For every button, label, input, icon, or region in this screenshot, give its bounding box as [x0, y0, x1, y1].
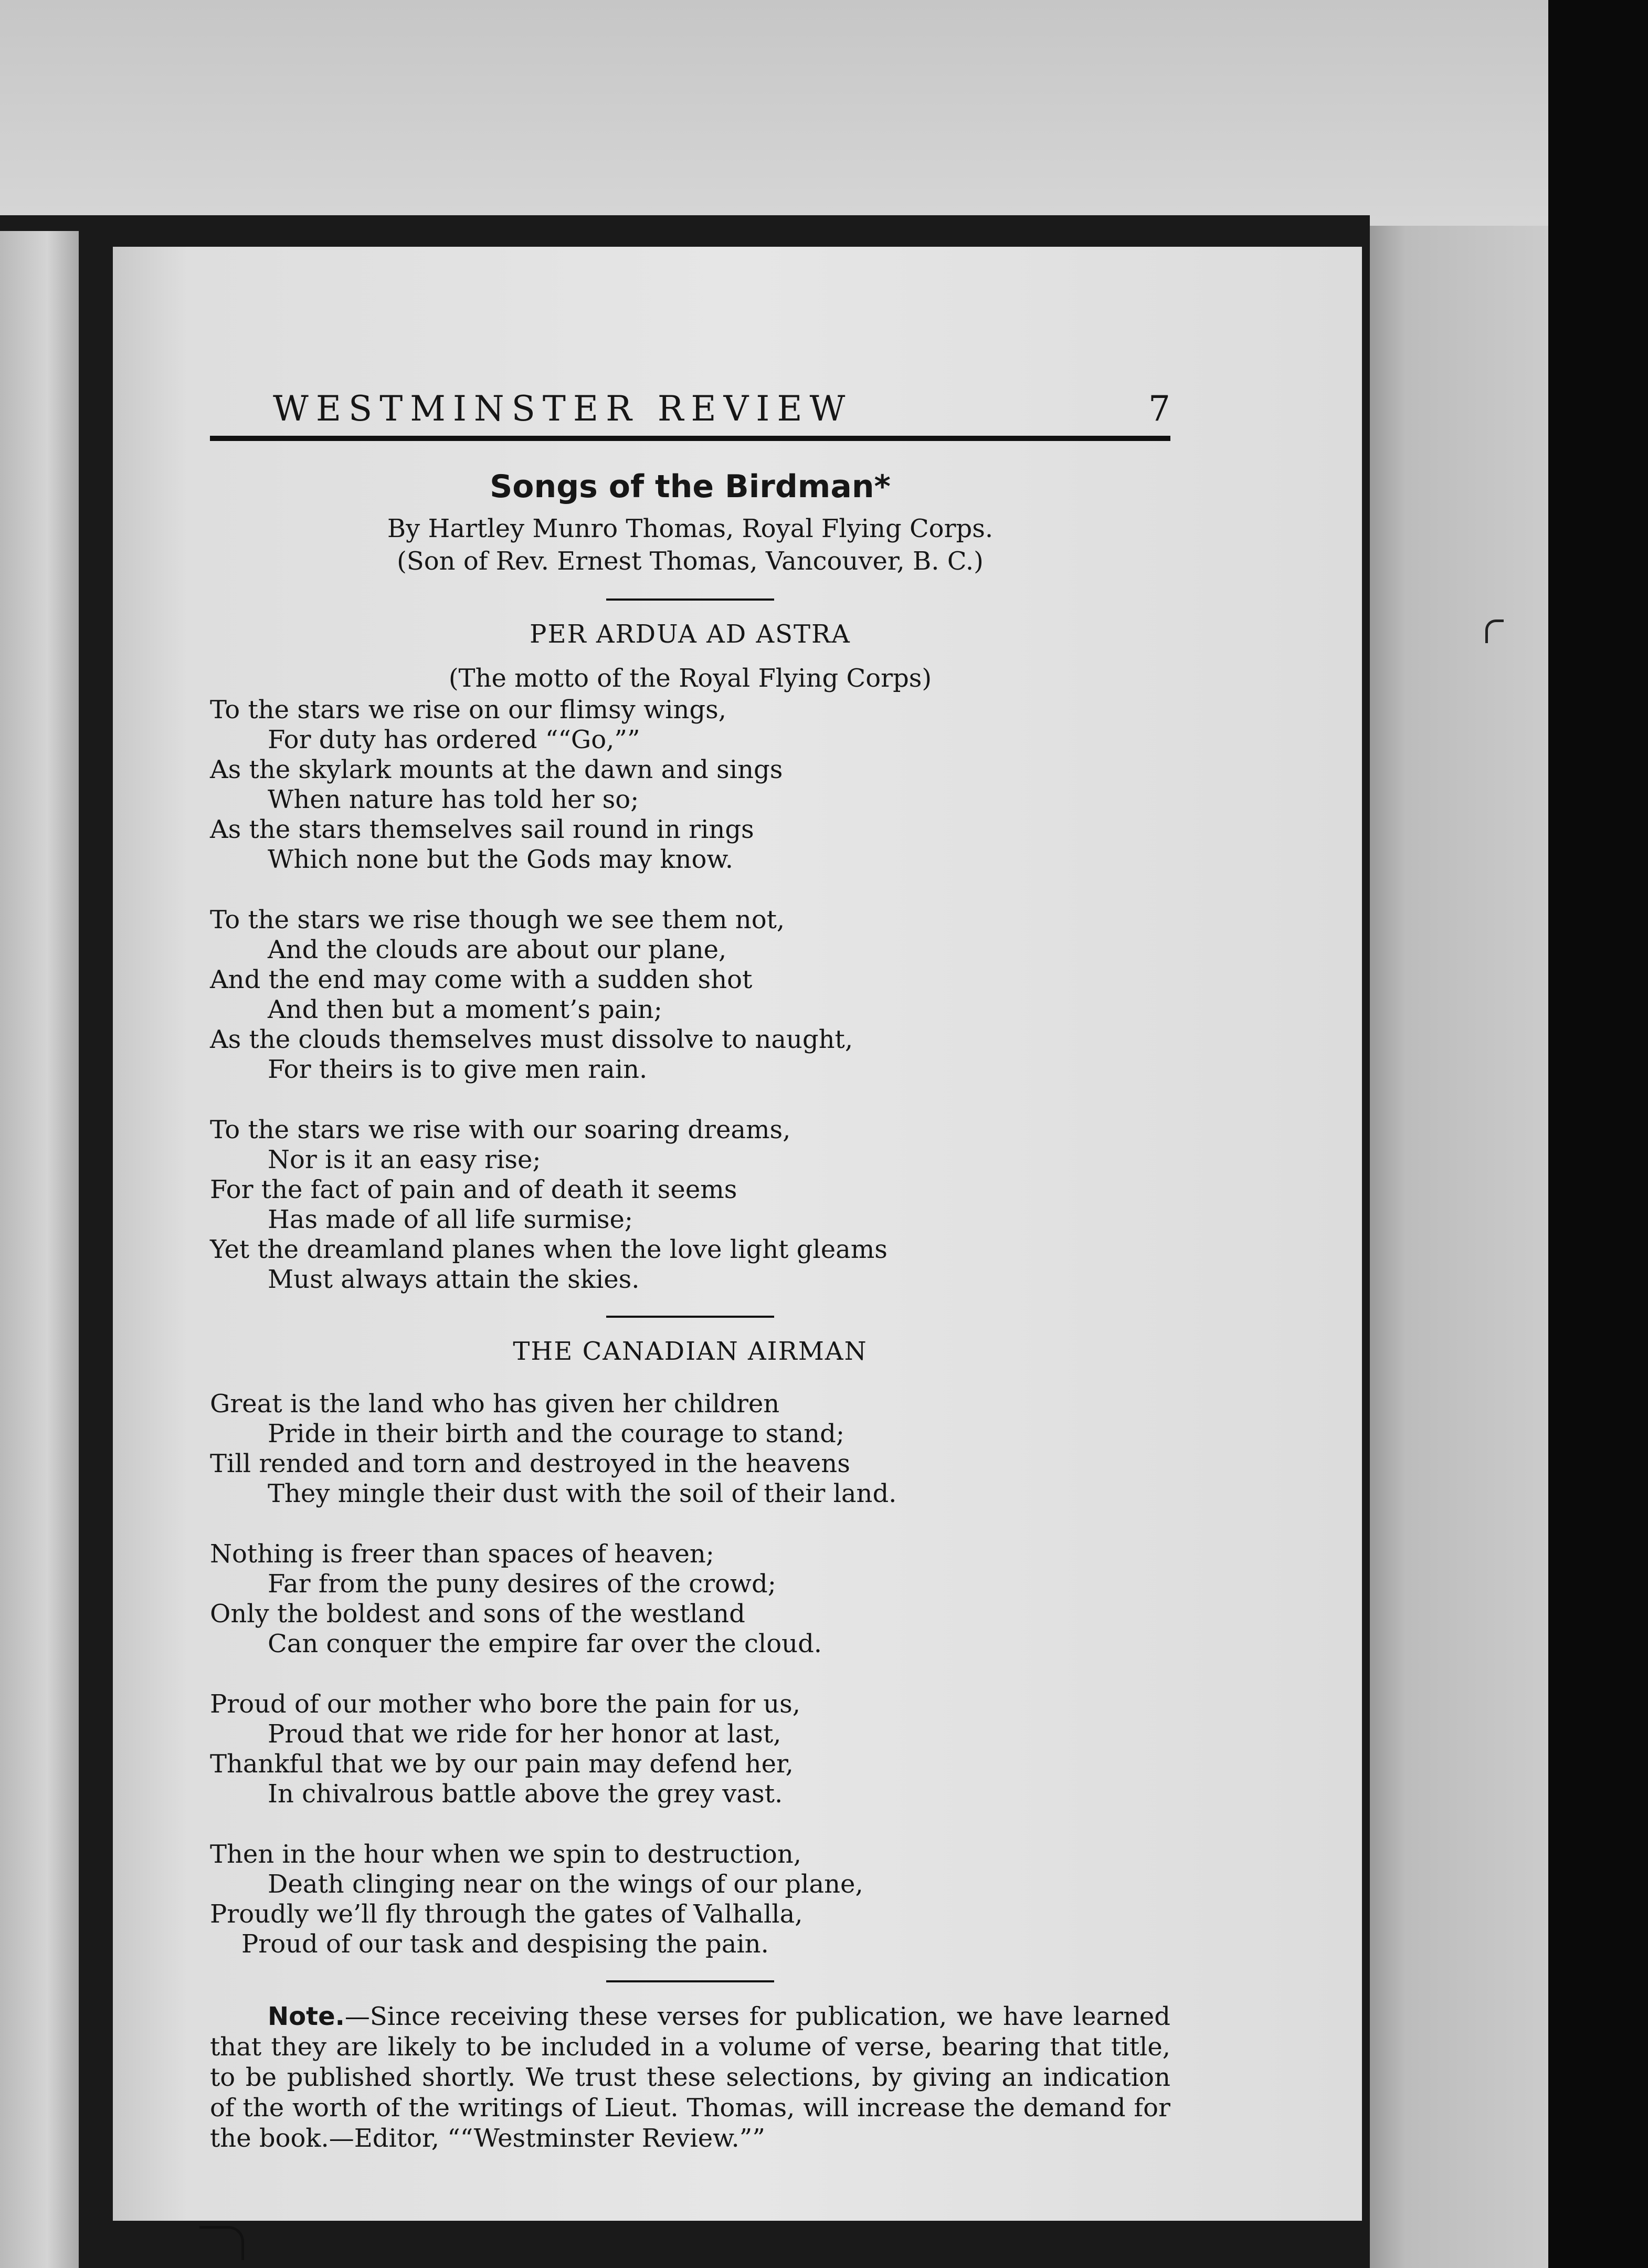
stanza [210, 695, 1170, 875]
photo-background [0, 0, 1548, 226]
stanza [210, 1840, 1170, 1959]
editor-note [210, 2001, 1170, 2154]
poem-line: For the fact of pain and of death it seems [210, 1175, 737, 1204]
poem-subtitle: (The motto of the Royal Flying Corps) [448, 664, 932, 693]
poem-line: Proud of our mother who bore the pain for us, [210, 1689, 800, 1719]
poem-line: Which none but the Gods may know. [268, 845, 734, 874]
pencil-mark [199, 2226, 244, 2260]
poem-per-ardua [210, 695, 1170, 1295]
facing-page-edge [0, 231, 79, 2268]
poem-line: Proudly we’ll fly through the gates of Valhalla, [210, 1899, 803, 1929]
poem-heading: PER ARDUA AD ASTRA [530, 620, 851, 649]
section-rule [606, 1316, 774, 1318]
poem-line: To the stars we rise with our soaring dreams, [210, 1115, 791, 1144]
poem-line: Only the boldest and sons of the westland [210, 1599, 745, 1629]
poem-line: They mingle their dust with the soil of their land. [268, 1479, 897, 1508]
poem-line: As the clouds themselves must dissolve to naught, [210, 1025, 853, 1054]
poem-line: And then but a moment’s pain; [268, 995, 662, 1024]
poem-line: Can conquer the empire far over the cloud. [268, 1629, 822, 1658]
poem-line: Must always attain the skies. [268, 1265, 640, 1294]
note-text: —Since receiving these verses for publication, we have learned that they are likely to be included in a volume of verse, bearing that title, to be published shortly. We trust these selections, by giving an indication of the worth of the writings of Lieut. Thomas, will increase the demand for the book.—Editor, ““Westminster Review.”” [210, 2002, 1170, 2153]
poem-heading: THE CANADIAN AIRMAN [513, 1337, 868, 1366]
poem-canadian-airman [210, 1389, 1170, 1959]
poem-line: Then in the hour when we spin to destruction, [210, 1840, 801, 1869]
poem-line: Till rended and torn and destroyed in the heavens [210, 1449, 850, 1478]
section-rule [606, 598, 774, 601]
poem-line: To the stars we rise on our flimsy wings, [210, 695, 726, 724]
article-title: Songs of the Birdman* [490, 468, 891, 505]
poem-line: Nor is it an easy rise; [268, 1145, 541, 1174]
frame-edge [1548, 0, 1648, 2268]
poem-line: To the stars we rise though we see them not, [210, 905, 785, 934]
stanza [210, 1539, 1170, 1659]
poem-line: Death clinging near on the wings of our plane, [268, 1870, 863, 1899]
poem-line: Yet the dreamland planes when the love light gleams [210, 1235, 888, 1264]
poem-line: For duty has ordered ““Go,”” [268, 725, 640, 754]
stanza [210, 1115, 1170, 1295]
running-head [210, 388, 1170, 441]
poem-line: In chivalrous battle above the grey vast. [268, 1779, 783, 1809]
stanza [210, 1689, 1170, 1809]
margin-pencil-mark [1485, 620, 1504, 643]
poem-line: And the clouds are about our plane, [268, 935, 727, 964]
stanza [210, 1389, 1170, 1509]
poem-line: Thankful that we by our pain may defend her, [210, 1749, 794, 1779]
poem-line: Far from the puny desires of the crowd; [268, 1569, 776, 1599]
page-content [210, 388, 1170, 2154]
note-label: Note. [268, 2002, 345, 2031]
poem-line: Pride in their birth and the courage to stand; [268, 1419, 844, 1448]
poem-line: For theirs is to give men rain. [268, 1055, 648, 1084]
poem-line: When nature has told her so; [268, 785, 639, 814]
section-rule [606, 1980, 774, 1982]
parent-note: (Son of Rev. Ernest Thomas, Vancouver, B. C.) [397, 547, 984, 576]
poem-line: As the stars themselves sail round in rings [210, 815, 754, 844]
poem-line: Proud that we ride for her honor at last, [268, 1719, 781, 1749]
poem-line: Proud of our task and despising the pain. [241, 1929, 769, 1959]
poem-line: Nothing is freer than spaces of heaven; [210, 1539, 714, 1569]
photo-background-right [1370, 226, 1548, 2268]
running-title: WESTMINSTER REVIEW [273, 388, 853, 429]
page-number: 7 [1148, 388, 1170, 429]
poem-line: As the skylark mounts at the dawn and sings [210, 755, 783, 784]
stanza [210, 905, 1170, 1085]
poem-line: Great is the land who has given her children [210, 1389, 780, 1419]
poem-line: Has made of all life surmise; [268, 1205, 633, 1234]
byline: By Hartley Munro Thomas, Royal Flying Corps. [387, 514, 994, 543]
poem-line: And the end may come with a sudden shot [210, 965, 753, 994]
